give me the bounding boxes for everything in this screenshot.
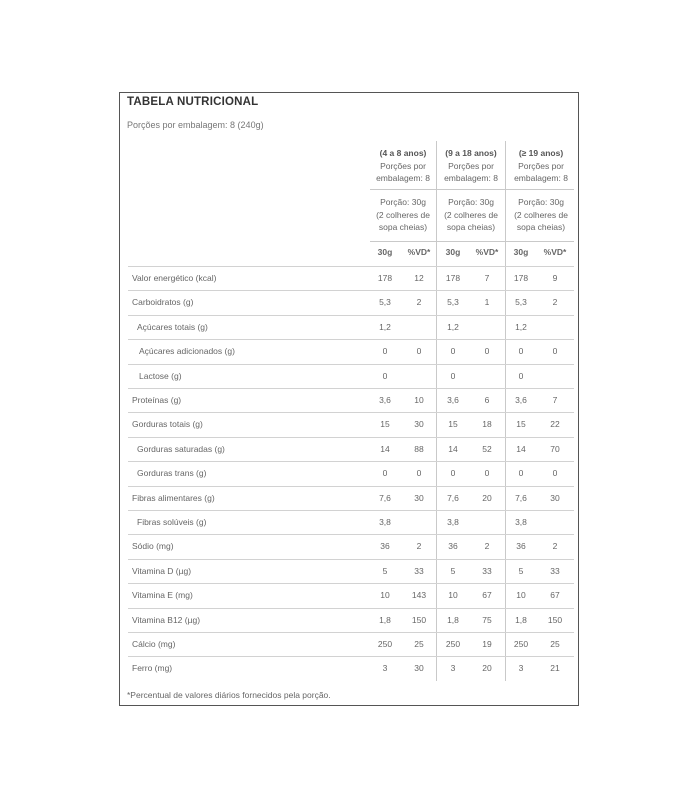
table-title: TABELA NUTRICIONAL <box>127 96 259 108</box>
group-portion-9-18 <box>438 196 504 234</box>
amount-cell: 5 <box>382 565 388 576</box>
nutrient-label: Proteínas (g) <box>132 395 182 405</box>
amount-cell: 1,2 <box>447 321 459 332</box>
amount-cell: 7,6 <box>515 492 527 503</box>
vd-cell: 2 <box>416 297 422 308</box>
group-portion-19-plus <box>506 196 576 234</box>
vd-cell: 20 <box>482 663 492 674</box>
amount-cell: 3,8 <box>515 517 527 527</box>
amount-cell: 36 <box>448 541 458 552</box>
nutrient-label: Gorduras totais (g) <box>132 419 203 430</box>
group-portion-4-8 <box>370 196 436 234</box>
nutrient-label: Gorduras saturadas (g) <box>137 443 225 454</box>
amount-cell: 1,2 <box>515 321 527 332</box>
vd-cell: 67 <box>550 590 560 601</box>
amount-cell: 10 <box>380 590 390 601</box>
vd-cell: 6 <box>484 395 490 405</box>
table-row <box>128 412 574 436</box>
amount-cell: 14 <box>448 443 458 454</box>
vd-cell: 70 <box>550 443 560 454</box>
portion-measure: (2 colheres de <box>444 209 498 220</box>
vd-cell: 0 <box>552 468 558 479</box>
group-header-4-8 <box>370 147 436 185</box>
vd-cell: 0 <box>484 468 490 479</box>
vd-cell: 21 <box>550 663 560 674</box>
group-servings-value: embalagem: 8 <box>444 173 498 183</box>
table-row <box>128 510 574 534</box>
amount-cell: 10 <box>516 590 526 601</box>
amount-cell: 3,8 <box>447 517 459 527</box>
vd-cell: 12 <box>414 273 424 283</box>
vd-cell: 1 <box>484 297 490 308</box>
group-age-label: (≥ 19 anos) <box>518 148 564 158</box>
vd-cell: 0 <box>552 346 558 357</box>
vd-cell: 30 <box>550 492 560 503</box>
amount-cell: 250 <box>377 639 393 649</box>
vd-cell: 30 <box>414 663 424 674</box>
vd-cell: 7 <box>484 273 490 283</box>
table-row <box>128 388 574 412</box>
nutrient-label: Fibras solúveis (g) <box>137 517 207 527</box>
vd-cell: 25 <box>550 639 560 649</box>
amount-cell: 0 <box>450 468 456 479</box>
portion-measure-cont: sopa cheias) <box>446 222 496 232</box>
vd-cell: 0 <box>484 346 490 357</box>
vd-cell: 25 <box>414 639 424 649</box>
nutrition-table-panel <box>119 92 579 706</box>
table-row <box>128 608 574 632</box>
nutrient-label: Açúcares totais (g) <box>137 321 208 332</box>
amount-cell: 3,6 <box>379 395 391 405</box>
amount-cell: 0 <box>518 370 524 381</box>
table-row <box>128 632 574 656</box>
nutrient-label: Cálcio (mg) <box>132 639 176 649</box>
nutrient-label: Vitamina E (mg) <box>132 590 193 601</box>
vd-cell: 0 <box>416 468 422 479</box>
unit-header: 30g <box>513 247 529 257</box>
amount-cell: 15 <box>380 419 390 430</box>
vd-cell: 2 <box>552 541 558 552</box>
nutrient-label: Sódio (mg) <box>132 541 174 552</box>
nutrient-label: Valor energético (kcal) <box>132 273 217 283</box>
amount-cell: 7,6 <box>379 492 391 503</box>
vd-cell: 150 <box>411 614 427 625</box>
amount-cell: 0 <box>450 370 456 381</box>
table-row <box>128 437 574 461</box>
amount-cell: 250 <box>513 639 529 649</box>
amount-cell: 5 <box>518 565 524 576</box>
vd-cell: 0 <box>416 346 422 357</box>
amount-cell: 3 <box>382 663 388 674</box>
nutrient-label: Lactose (g) <box>139 370 182 381</box>
table-row <box>128 290 574 314</box>
amount-cell: 3,6 <box>447 395 459 405</box>
vd-cell: 67 <box>482 590 492 601</box>
amount-cell: 5,3 <box>447 297 459 308</box>
vd-cell: 9 <box>552 273 558 283</box>
vd-cell: 2 <box>552 297 558 308</box>
portion-size: Porção: 30g <box>380 197 426 207</box>
amount-cell: 178 <box>377 273 393 283</box>
vd-cell: 150 <box>547 614 563 625</box>
portion-measure: (2 colheres de <box>376 209 430 220</box>
table-row <box>128 656 574 680</box>
group-servings-value: embalagem: 8 <box>514 173 568 183</box>
group-age-label: (9 a 18 anos) <box>445 148 497 158</box>
amount-cell: 0 <box>450 346 456 357</box>
amount-cell: 5,3 <box>379 297 391 308</box>
vd-cell: 22 <box>550 419 560 430</box>
table-row <box>128 461 574 485</box>
portion-size: Porção: 30g <box>518 197 564 207</box>
table-row <box>128 583 574 607</box>
table-row <box>128 266 574 290</box>
vd-cell: 19 <box>482 639 492 649</box>
nutrient-label: Vitamina B12 (µg) <box>132 614 201 625</box>
group-header-9-18 <box>438 147 504 185</box>
amount-cell: 7,6 <box>447 492 459 503</box>
table-row <box>128 486 574 510</box>
table-row <box>128 315 574 339</box>
amount-cell: 0 <box>382 468 388 479</box>
vd-cell: 52 <box>482 443 492 454</box>
vd-cell: 75 <box>482 614 492 625</box>
table-row <box>128 559 574 583</box>
amount-cell: 3 <box>518 663 524 674</box>
amount-cell: 0 <box>518 468 524 479</box>
vd-cell: 18 <box>482 419 492 430</box>
amount-cell: 36 <box>516 541 526 552</box>
amount-cell: 36 <box>380 541 390 552</box>
vd-cell: 33 <box>482 565 492 576</box>
vd-cell: 2 <box>416 541 422 552</box>
nutrient-label: Vitamina D (µg) <box>132 565 192 576</box>
vd-header: %VD* <box>407 247 431 257</box>
portion-size: Porção: 30g <box>448 197 494 207</box>
vd-cell: 20 <box>482 492 492 503</box>
vd-cell: 33 <box>550 565 560 576</box>
portion-measure-cont: sopa cheias) <box>516 222 566 232</box>
vd-header: %VD* <box>475 247 499 257</box>
unit-header: 30g <box>377 247 393 257</box>
amount-cell: 1,8 <box>379 614 391 625</box>
amount-cell: 3 <box>450 663 456 674</box>
nutrient-label: Gorduras trans (g) <box>137 468 207 479</box>
footnote: *Percentual de valores diários fornecidos pela porção. <box>127 690 331 700</box>
amount-cell: 178 <box>445 273 461 283</box>
header-divider <box>370 189 574 190</box>
amount-cell: 3,6 <box>515 395 527 405</box>
vd-cell: 30 <box>414 419 424 430</box>
nutrient-label: Açúcares adicionados (g) <box>139 346 235 357</box>
portion-measure-cont: sopa cheias) <box>378 222 428 232</box>
amount-cell: 15 <box>516 419 526 430</box>
amount-cell: 5 <box>450 565 456 576</box>
vd-cell: 33 <box>414 565 424 576</box>
group-servings-label: Porções por <box>518 160 564 171</box>
servings-per-package: Porções por embalagem: 8 (240g) <box>127 120 264 130</box>
nutrient-label: Carboidratos (g) <box>132 297 194 308</box>
vd-cell: 7 <box>552 395 558 405</box>
portion-measure: (2 colheres de <box>514 209 568 220</box>
amount-cell: 1,2 <box>379 321 391 332</box>
group-age-label: (4 a 8 anos) <box>379 148 427 158</box>
nutrient-label: Ferro (mg) <box>132 663 173 674</box>
amount-cell: 14 <box>380 443 390 454</box>
amount-cell: 15 <box>448 419 458 430</box>
amount-cell: 0 <box>382 370 388 381</box>
amount-cell: 1,8 <box>447 614 459 625</box>
amount-cell: 1,8 <box>515 614 527 625</box>
amount-cell: 250 <box>445 639 461 649</box>
amount-cell: 14 <box>516 443 526 454</box>
table-row <box>128 364 574 388</box>
vd-cell: 30 <box>414 492 424 503</box>
table-row <box>128 339 574 363</box>
amount-cell: 3,8 <box>379 517 391 527</box>
group-servings-label: Porções por <box>448 160 494 171</box>
table-row <box>128 534 574 558</box>
vd-cell: 143 <box>411 590 427 601</box>
nutrient-label: Fibras alimentares (g) <box>132 492 215 503</box>
amount-cell: 0 <box>382 346 388 357</box>
vd-cell: 2 <box>484 541 490 552</box>
amount-cell: 5,3 <box>515 297 527 308</box>
unit-header: 30g <box>445 247 461 257</box>
group-servings-label: Porções por <box>380 160 426 171</box>
vd-cell: 10 <box>414 395 424 405</box>
header-divider <box>370 241 574 242</box>
vd-header: %VD* <box>543 247 567 257</box>
group-header-19-plus <box>506 147 576 185</box>
amount-cell: 178 <box>513 273 529 283</box>
amount-cell: 0 <box>518 346 524 357</box>
group-servings-value: embalagem: 8 <box>376 173 430 183</box>
vd-cell: 88 <box>414 443 424 454</box>
amount-cell: 10 <box>448 590 458 601</box>
